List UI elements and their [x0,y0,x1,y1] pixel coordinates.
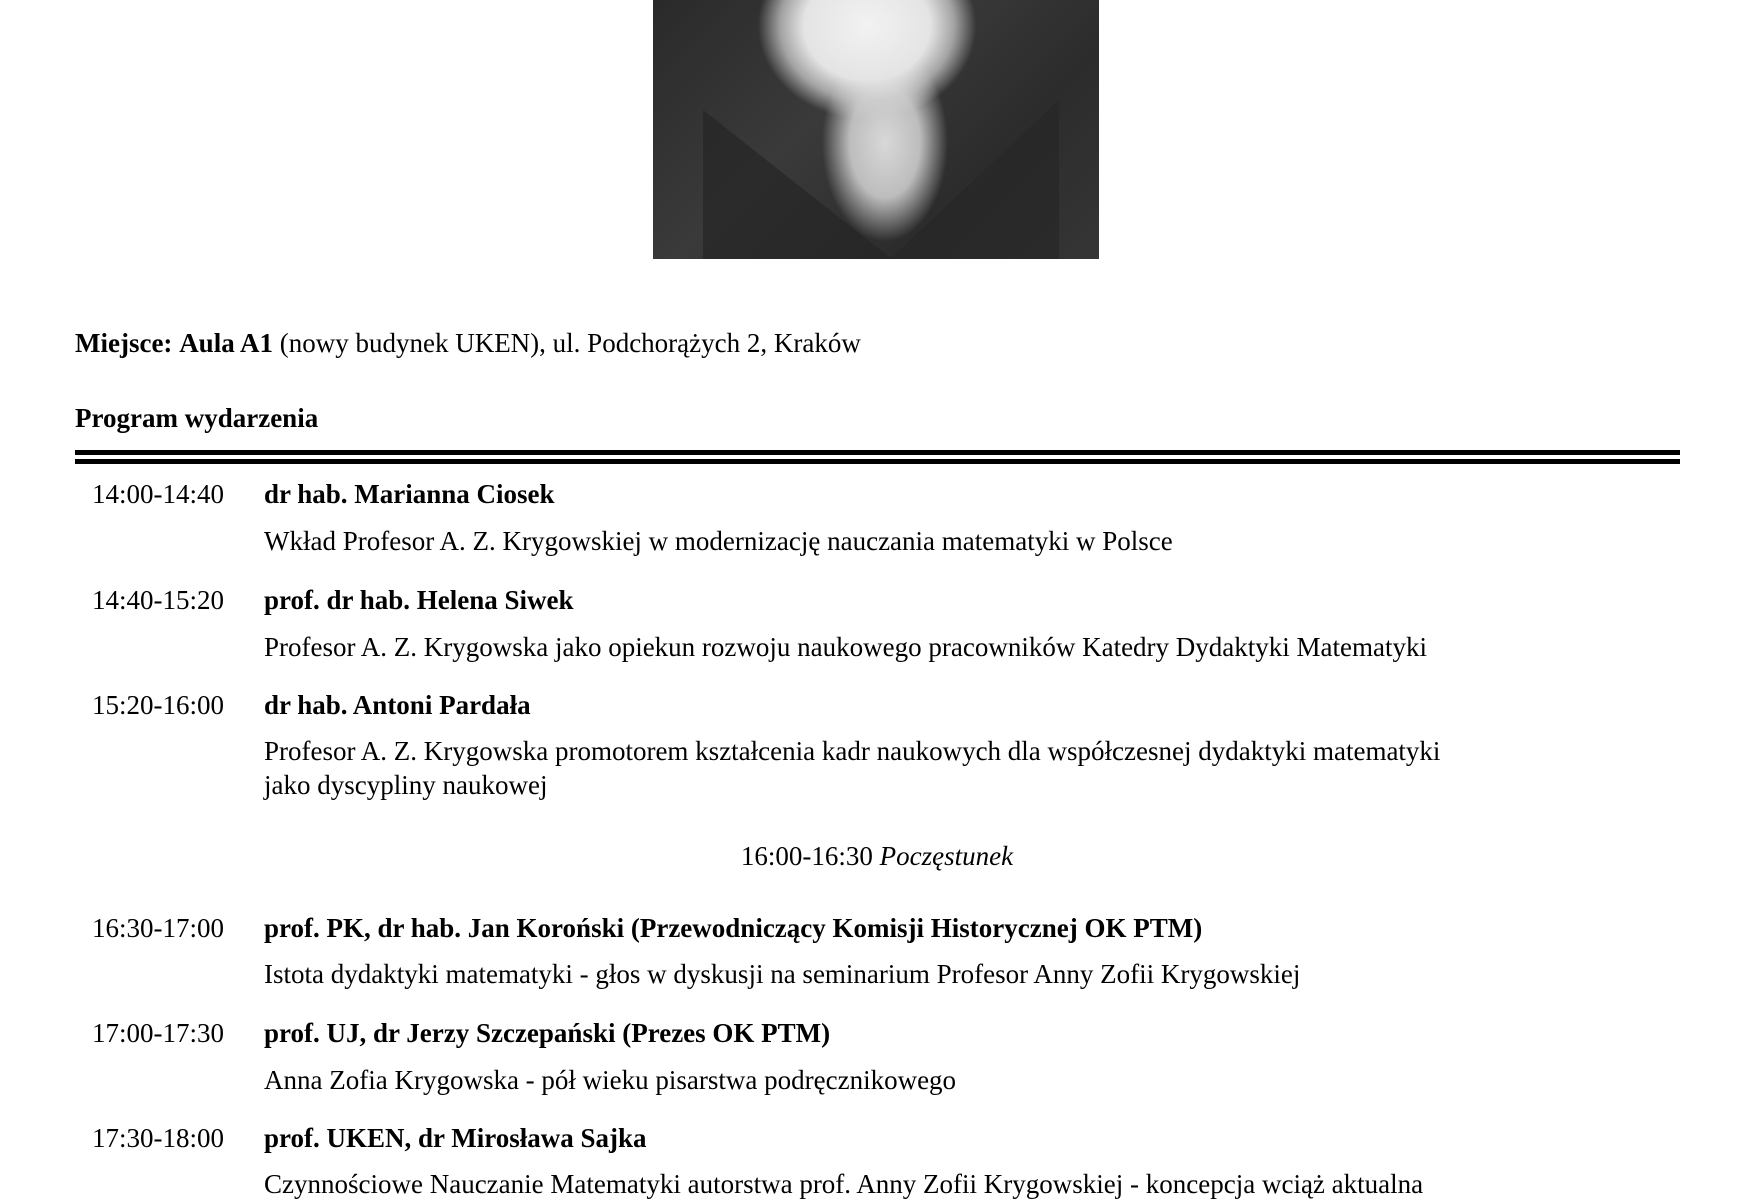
portrait-photo [653,0,1099,259]
session-speaker: prof. dr hab. Helena Siwek [264,585,574,615]
session-speaker: dr hab. Antoni Pardała [264,690,531,720]
session-title: Czynnościowe Nauczanie Matematyki autorstwa prof. Anny Zofii Krygowskiej - koncepcja wciąż aktualna [264,1169,1424,1199]
session-speaker: prof. UKEN, dr Mirosława Sajka [264,1123,647,1153]
photo-collar-left [703,110,893,259]
session-time: 17:00-17:30 [92,1018,224,1048]
session-speaker: prof. PK, dr hab. Jan Koroński (Przewodniczący Komisji Historycznej OK PTM) [264,913,1203,943]
session-speaker: prof. UJ, dr Jerzy Szczepański (Prezes OK PTM) [264,1018,831,1048]
break-label: Poczęstunek [879,841,1014,871]
venue-line [75,330,861,357]
session-title: Wkład Profesor A. Z. Krygowskiej w modernizację nauczania matematyki w Polsce [264,526,1173,556]
session-title-continued: jako dyscypliny naukowej [264,770,548,800]
session-speaker: dr hab. Marianna Ciosek [264,479,555,509]
session-title: Istota dydaktyki matematyki - głos w dyskusji na seminarium Profesor Anny Zofii Krygowskiej [264,959,1301,989]
session-time: 14:00-14:40 [92,479,224,509]
session-title: Anna Zofia Krygowska - pół wieku pisarstwa podręcznikowego [264,1065,957,1095]
venue-place: Aula A1 [179,328,273,358]
venue-label: Miejsce: [75,328,173,358]
break-line [0,843,1754,870]
program-heading: Program wydarzenia [75,403,319,433]
session-time: 15:20-16:00 [92,690,224,720]
break-time: 16:00-16:30 [740,841,873,871]
photo-collar-right [889,100,1059,259]
double-rule-top [75,450,1680,455]
double-rule-bottom [75,459,1680,464]
venue-detail: (nowy budynek UKEN), ul. Podchorążych 2, Kraków [279,328,861,358]
session-time: 16:30-17:00 [92,913,224,943]
session-title: Profesor A. Z. Krygowska promotorem kształcenia kadr naukowych dla współczesnej dydaktyki matematyki [264,736,1441,766]
session-title: Profesor A. Z. Krygowska jako opiekun rozwoju naukowego pracowników Katedry Dydaktyki Matematyki [264,632,1427,662]
session-time: 17:30-18:00 [92,1123,224,1153]
session-time: 14:40-15:20 [92,585,224,615]
